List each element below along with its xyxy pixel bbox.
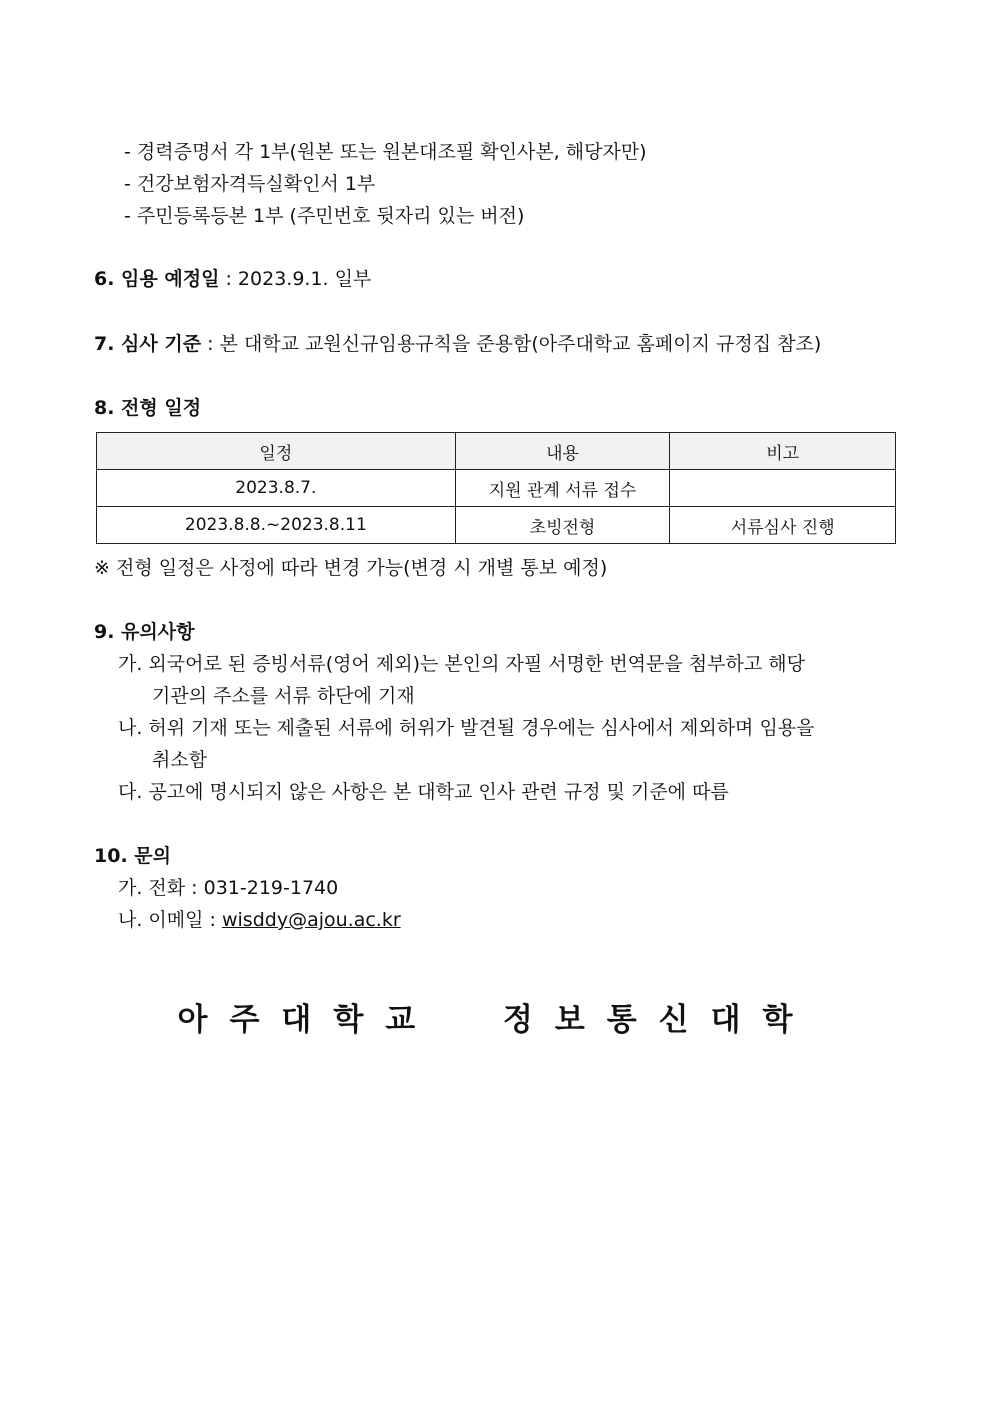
section-8-heading: 8. 전형 일정 [94,397,202,419]
schedule-header-note: 비고 [670,433,896,470]
section-7-heading: 7. 심사 기준 [94,333,202,355]
section-6-text: : 2023.9.1. 일부 [219,268,372,290]
schedule-table [96,432,896,544]
notice-item-1-line2: 기관의 주소를 서류 하단에 기재 [152,685,415,707]
section-10-heading: 10. 문의 [94,845,171,867]
contact-email-link[interactable]: wisddy@ajou.ac.kr [221,909,401,931]
notice-item-3: 다. 공고에 명시되지 않은 사항은 본 대학교 인사 관련 규정 및 기준에 따름 [118,781,729,803]
contact-email [118,908,401,932]
schedule-cell-note [670,470,896,507]
schedule-cell-note: 서류심사 진행 [670,507,896,544]
schedule-cell-content: 초빙전형 [455,507,670,544]
schedule-cell-content: 지원 관계 서류 접수 [455,470,670,507]
section-6-heading: 6. 임용 예정일 [94,268,220,290]
schedule-header-content: 내용 [455,433,670,470]
doc-item-resident: - 주민등록등본 1부 (주민번호 뒷자리 있는 버전) [124,205,525,227]
contact-phone [118,876,338,900]
notice-item-2-line1: 나. 허위 기재 또는 제출된 서류에 허위가 발견될 경우에는 심사에서 제외하며 임용을 [118,717,815,739]
table-row [97,470,896,507]
table-row [97,507,896,544]
section-6 [94,267,371,291]
contact-phone-label: 가. 전화 : [118,877,204,899]
schedule-cell-date: 2023.8.8.~2023.8.11 [97,507,456,544]
contact-email-label: 나. 이메일 : [118,909,222,931]
schedule-note: ※ 전형 일정은 사정에 따라 변경 가능(변경 시 개별 통보 예정) [94,557,608,579]
section-7 [94,332,821,356]
footer-institution: 아주대학교 정보통신대학 [177,1002,815,1038]
doc-item-insurance: - 건강보험자격득실확인서 1부 [124,173,376,195]
section-7-text: : 본 대학교 교원신규임용규칙을 준용함(아주대학교 홈페이지 규정집 참조) [201,333,822,355]
section-9-heading: 9. 유의사항 [94,621,195,643]
doc-item-career: - 경력증명서 각 1부(원본 또는 원본대조필 확인사본, 해당자만) [124,141,647,163]
contact-phone-number: 031-219-1740 [203,877,339,899]
schedule-cell-date: 2023.8.7. [97,470,456,507]
notice-item-1-line1: 가. 외국어로 된 증빙서류(영어 제외)는 본인의 자필 서명한 번역문을 첨부하고 해당 [118,653,805,675]
schedule-header-date: 일정 [97,433,456,470]
notice-item-2-line2: 취소함 [152,749,208,771]
schedule-header-row [97,433,896,470]
